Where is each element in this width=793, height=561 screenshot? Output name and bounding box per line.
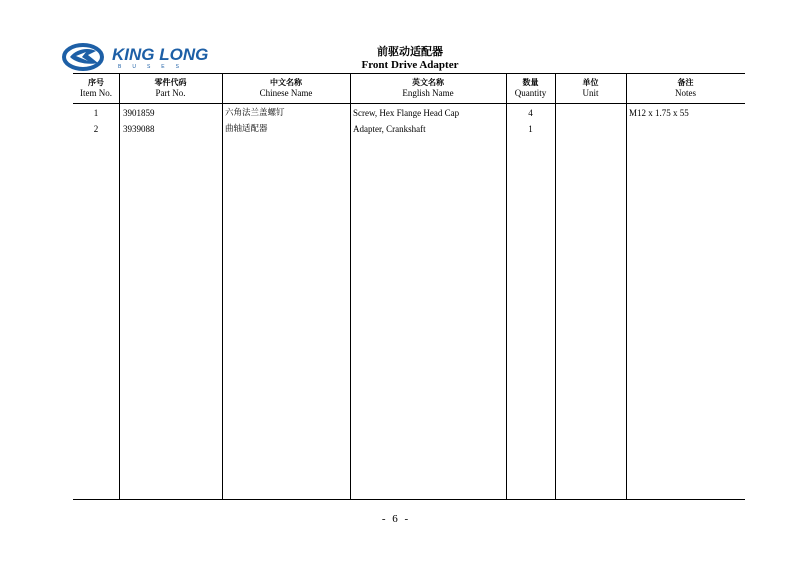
header-label-en: Item No. (80, 88, 112, 98)
header-notes (626, 73, 745, 500)
header-label-cn: 数量 (522, 78, 539, 87)
row-2-quantity: 1 (528, 124, 533, 134)
header-item-no (73, 73, 119, 500)
row-2-part-no: 3939088 (123, 124, 155, 134)
header-label-cn: 零件代码 (154, 78, 187, 87)
row-2-item-no: 2 (93, 124, 99, 134)
row-1-notes: M12 x 1.75 x 55 (629, 108, 689, 118)
header-label-cn: 中文名称 (270, 78, 302, 87)
parts-table (73, 73, 745, 500)
title-english: Front Drive Adapter (361, 59, 459, 71)
header-label-en: Notes (675, 88, 696, 98)
king-long-logo (62, 43, 222, 73)
header-label-en: Part No. (155, 88, 186, 98)
row-1-part-no: 3901859 (123, 108, 155, 118)
row-1-item-no: 1 (93, 108, 99, 118)
row-1-english-name: Screw, Hex Flange Head Cap (353, 108, 460, 118)
header-label-en: Unit (582, 88, 599, 98)
header-label-cn: 序号 (88, 78, 104, 87)
header-quantity (506, 73, 555, 500)
row-2-english-name: Adapter, Crankshaft (353, 124, 426, 134)
header-part-no (119, 73, 222, 500)
king-long-emblem-icon (62, 43, 106, 71)
row-1-quantity: 4 (528, 108, 533, 118)
header-chinese-name (222, 73, 350, 500)
header-label-en: Quantity (514, 88, 547, 98)
row-1-chinese-name: 六角法兰盖螺钉 (225, 108, 285, 118)
header-unit (555, 73, 626, 500)
header-label-cn: 单位 (582, 78, 599, 87)
header-label-cn: 备注 (677, 78, 694, 87)
header-english-name (350, 73, 506, 500)
page-number: - 6 - (381, 513, 411, 525)
row-2-chinese-name: 曲轴适配器 (225, 124, 268, 134)
header-label-en: Chinese Name (259, 88, 313, 98)
header-label-en: English Name (402, 88, 454, 98)
brand-name: KING LONG (112, 45, 209, 64)
brand-subtitle: BUSES (118, 64, 190, 70)
title-chinese: 前驱动适配器 (377, 45, 443, 58)
header-label-cn: 英文名称 (412, 78, 444, 87)
